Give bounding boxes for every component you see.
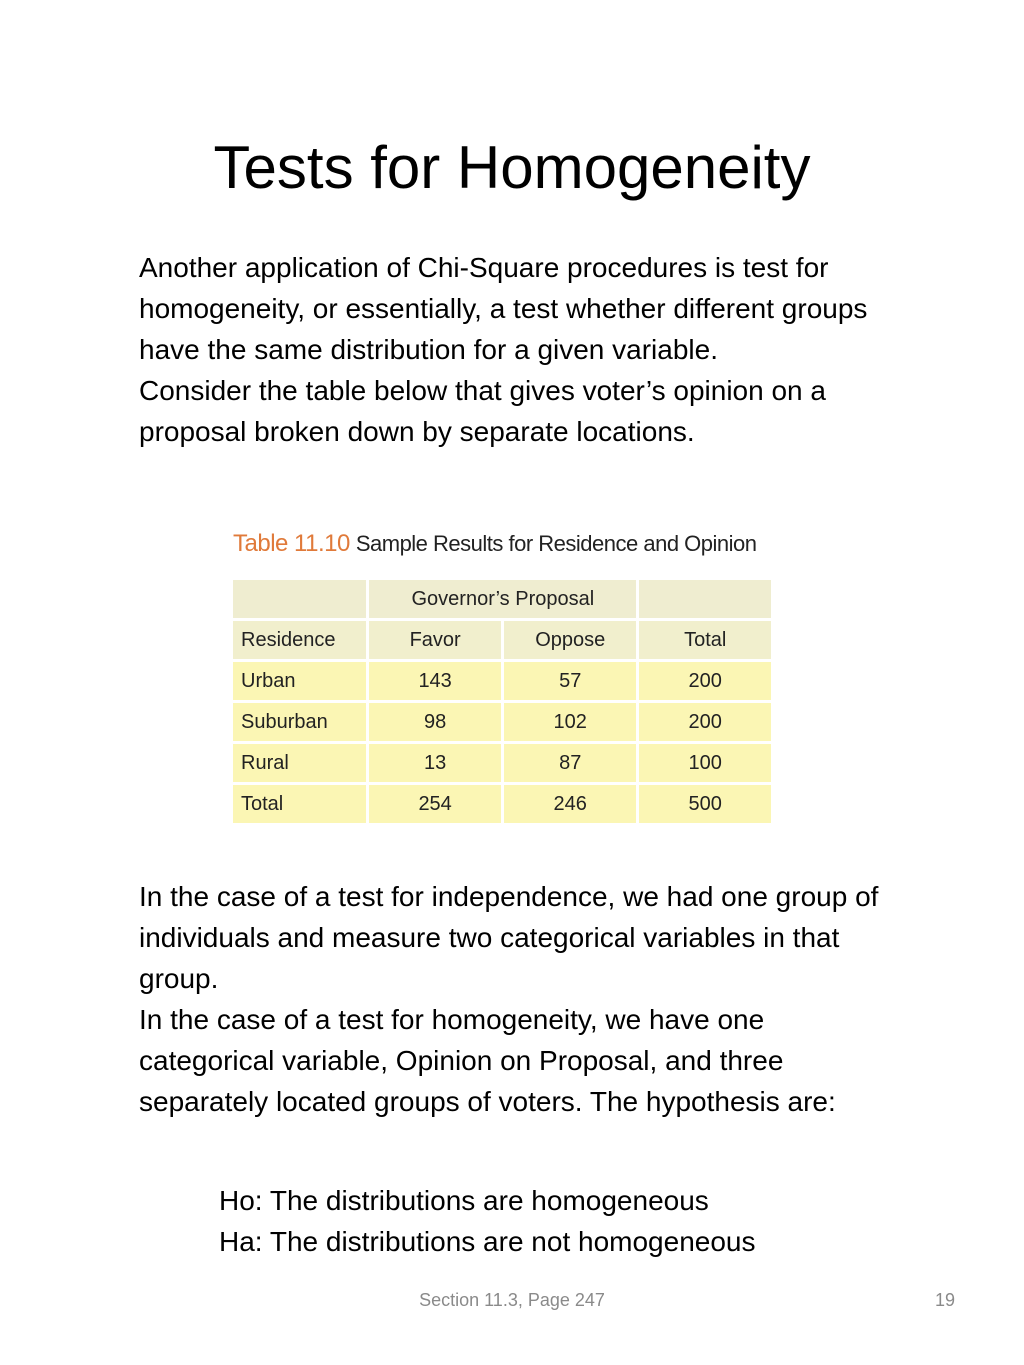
table-cell: 143: [368, 661, 503, 702]
table-column-header: Total: [638, 620, 771, 661]
intro-paragraph: Consider the table below that gives voter’s opinion on a proposal broken down by separate locations.: [139, 375, 826, 447]
discussion-paragraph: In the case of a test for homogeneity, we have one categorical variable, Opinion on Proposal, and three separately located groups of voters. The hypothesis are:: [139, 1004, 836, 1117]
table-cell: 200: [638, 702, 771, 743]
table-cell: Urban: [233, 661, 368, 702]
table-caption: [233, 525, 793, 563]
intro-paragraph: Another application of Chi-Square procedures is test for homogeneity, or essentially, a test whether different groups have the same distribution for a given variable.: [139, 252, 868, 365]
intro-text: [139, 247, 879, 452]
alternative-hypothesis: Ha: The distributions are not homogeneous: [219, 1226, 756, 1257]
table-column-header: Favor: [368, 620, 503, 661]
table-cell: [638, 580, 771, 620]
slide-page-number: 19: [935, 1290, 956, 1310]
table-cell: 500: [638, 784, 771, 825]
table-row: [233, 743, 771, 784]
residence-opinion-table: [233, 580, 771, 826]
table-cell: Suburban: [233, 702, 368, 743]
table-cell: 87: [503, 743, 638, 784]
table-total-row: [233, 784, 771, 825]
slide-title: Tests for Homogeneity: [213, 134, 811, 201]
table-cell: Rural: [233, 743, 368, 784]
discussion-paragraph: In the case of a test for independence, we had one group of individuals and measure two categorical variables in that group.: [139, 881, 879, 994]
table-cell: 13: [368, 743, 503, 784]
table-cell: 98: [368, 702, 503, 743]
table-cell: 57: [503, 661, 638, 702]
table-caption-text: Sample Results for Residence and Opinion: [355, 531, 757, 556]
table-group-header: Governor’s Proposal: [368, 580, 638, 620]
table-row: [233, 661, 771, 702]
table-cell: Total: [233, 784, 368, 825]
footer-section-reference: Section 11.3, Page 247: [419, 1290, 605, 1310]
table-caption-number: Table 11.10: [233, 530, 350, 557]
table-cell: 102: [503, 702, 638, 743]
null-hypothesis: Ho: The distributions are homogeneous: [219, 1185, 709, 1216]
table-group-header-row: [233, 580, 771, 620]
table-header-row: [233, 620, 771, 661]
discussion-text: [139, 876, 879, 1122]
table-row: [233, 702, 771, 743]
table-cell: 100: [638, 743, 771, 784]
table-cell: 254: [368, 784, 503, 825]
table-cell: [233, 580, 368, 620]
table-cell: 200: [638, 661, 771, 702]
table-column-header: Oppose: [503, 620, 638, 661]
hypotheses: [219, 1180, 755, 1262]
table-cell: 246: [503, 784, 638, 825]
table-column-header: Residence: [233, 620, 368, 661]
table-figure: [233, 525, 793, 830]
